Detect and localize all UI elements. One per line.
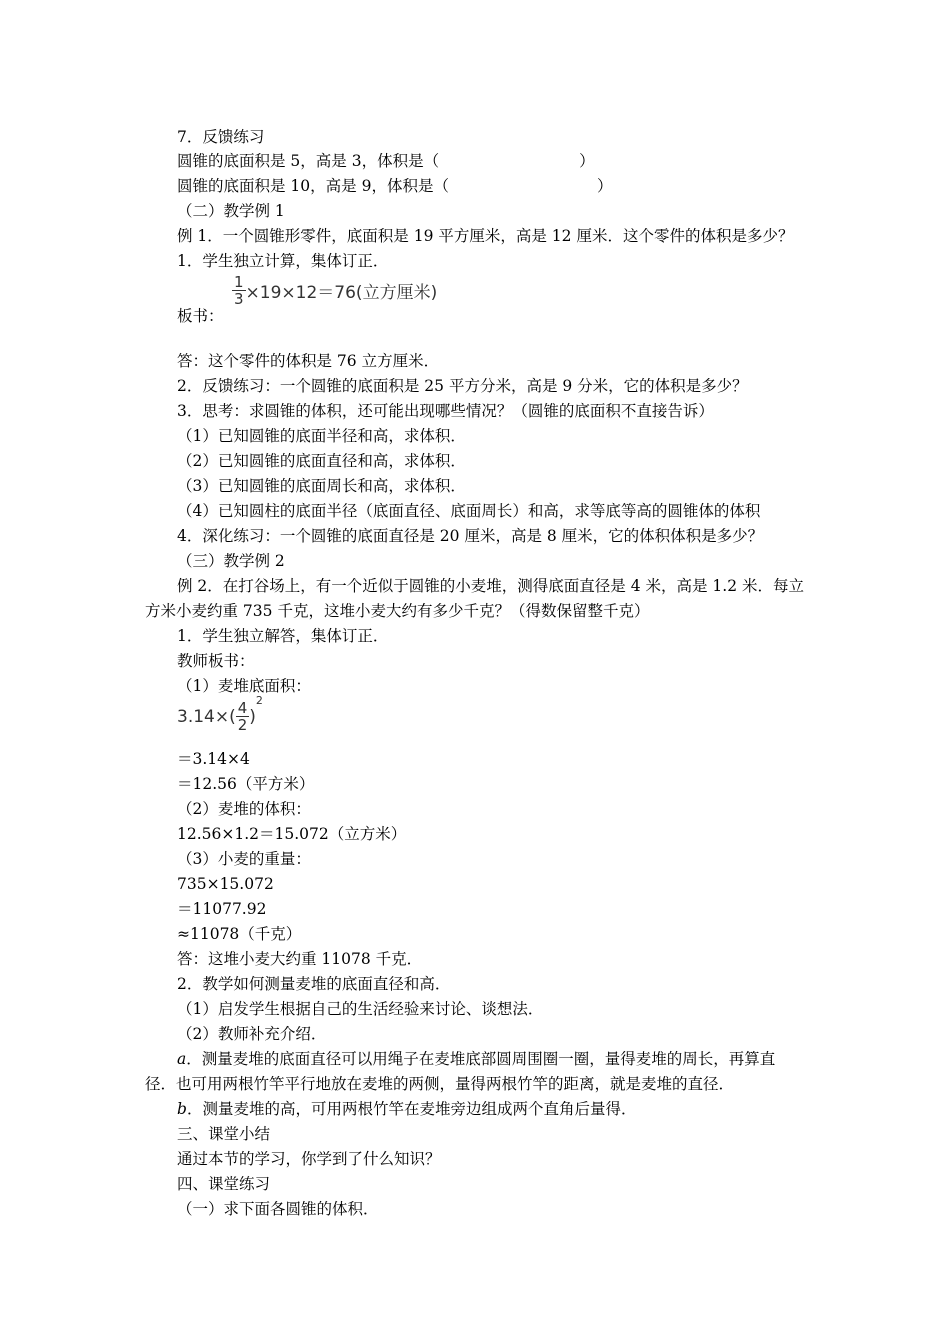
text-line: （3）已知圆锥的底面周长和高，求体积．: [177, 477, 466, 495]
text-line: 4．深化练习：一个圆锥的底面直径是 20 厘米，高是 8 厘米，它的体积体积是多少？: [177, 527, 764, 545]
item-marker: a: [177, 1050, 187, 1068]
text-line: [177, 176, 612, 196]
text-line: （4）已知圆柱的底面半径（底面直径、底面周长）和高，求等底等高的圆锥体的体积: [177, 502, 761, 520]
item-text: ．测量麦堆的底面直径可以用绳子在麦堆底部圆周围圈一圈，量得麦堆的周长，再算直: [186, 1050, 776, 1068]
close-paren: ）: [579, 152, 595, 170]
text-line: （1）麦堆底面积：: [177, 677, 311, 695]
item-marker: b: [177, 1100, 187, 1118]
text-line: （2）教师补充介绍．: [177, 1025, 327, 1043]
text-line: [177, 1049, 775, 1069]
text-line: 3．思考：求圆锥的体积，还可能出现哪些情况？（圆锥的底面积不直接告诉）: [177, 402, 714, 420]
text-line: （1）启发学生根据自己的生活经验来讨论、谈想法．: [177, 1000, 544, 1018]
section-heading: 四、课堂练习: [177, 1175, 271, 1193]
text-line: （2）麦堆的体积：: [177, 800, 311, 818]
close-paren: ）: [596, 177, 613, 195]
answer-text: 答：这个零件的体积是 76 立方厘米．: [177, 352, 440, 370]
section-heading: 三、课堂小结: [177, 1125, 271, 1143]
exponent: 2: [255, 694, 263, 707]
formula-base-area: [177, 694, 263, 734]
formula-close: ): [249, 706, 256, 727]
example-text: 例 2．在打谷场上，有一个近似于圆锥的小麦堆，测得底面直径是 4 米，高是 1.2 米．每立: [177, 577, 805, 595]
question-text: 圆锥的底面积是 10，高是 9，体积是（: [177, 177, 449, 195]
text-line: 2．教学如何测量麦堆的底面直径和高．: [177, 975, 451, 993]
fraction-numerator: 4: [237, 699, 248, 717]
text-line: 1．学生独立解答，集体订正．: [177, 627, 389, 645]
text-line: [177, 1099, 636, 1119]
fraction: [236, 700, 250, 733]
text-line: 2．反馈练习：一个圆锥的底面积是 25 平方分米，高是 9 分米，它的体积是多少？: [177, 377, 748, 395]
text-line: 通过本节的学习，你学到了什么知识？: [177, 1150, 441, 1168]
example-text: 方米小麦约重 735 千克，这堆小麦大约有多少千克？（得数保留整千克）: [145, 602, 650, 620]
question-text: 圆锥的底面积是 5，高是 3，体积是（: [177, 152, 440, 170]
text-line: 板书：: [177, 307, 224, 325]
text-line: ＝12.56（平方米）: [177, 775, 315, 793]
fraction-denominator: 2: [237, 716, 248, 734]
text-line: 7．反馈练习: [177, 128, 265, 146]
fraction: [232, 274, 246, 307]
text-line: （2）已知圆锥的底面直径和高，求体积．: [177, 452, 466, 470]
text-line: 735×15.072: [177, 875, 274, 893]
fraction-numerator: 1: [234, 273, 244, 291]
formula-expression: ×19×12＝76(立方厘米): [245, 283, 438, 303]
formula-volume: [232, 274, 437, 307]
text-line: [177, 151, 595, 171]
item-text: ．测量麦堆的高，可用两根竹竿在麦堆旁边组成两个直角后量得．: [186, 1100, 637, 1118]
section-heading: （三）教学例 2: [177, 552, 285, 570]
text-line: ≈11078（千克）: [177, 925, 302, 943]
text-line: 径．也可用两根竹竿平行地放在麦堆的两侧，量得两根竹竿的距离，就是麦堆的直径．: [145, 1075, 735, 1093]
text-line: ＝11077.92: [177, 900, 267, 918]
text-line: （1）已知圆锥的底面半径和高，求体积．: [177, 427, 466, 445]
answer-text: 答：这堆小麦大约重 11078 千克．: [177, 950, 423, 968]
text-line: 1．学生独立计算，集体订正．: [177, 252, 389, 270]
text-line: （3）小麦的重量：: [177, 850, 311, 868]
fraction-denominator: 3: [234, 290, 244, 308]
text-line: （一）求下面各圆锥的体积．: [177, 1200, 379, 1218]
text-line: ＝3.14×4: [177, 750, 250, 768]
example-text: 例 1．一个圆锥形零件，底面积是 19 平方厘米，高是 12 厘米．这个零件的体积是多少？: [177, 227, 794, 245]
text-line: 12.56×1.2＝15.072（立方米）: [177, 825, 407, 843]
formula-lead: 3.14×(: [177, 706, 236, 727]
text-line: 教师板书：: [177, 652, 255, 670]
section-heading: （二）教学例 1: [177, 202, 285, 220]
